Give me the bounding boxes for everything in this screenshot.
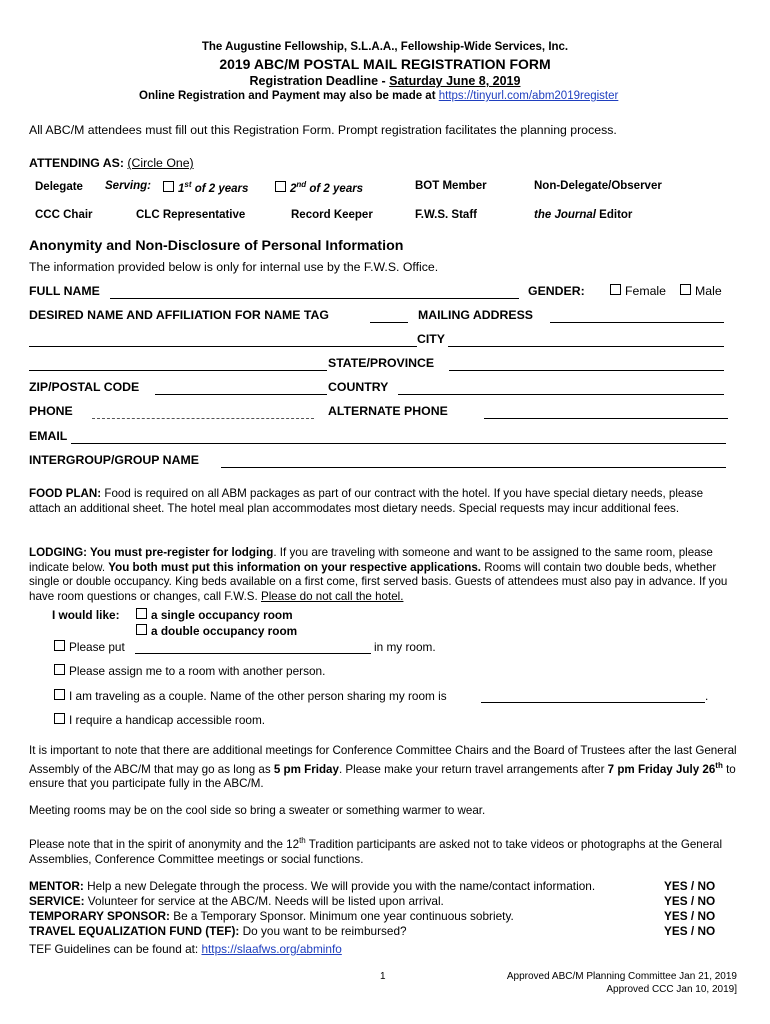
- mailing-address-field[interactable]: [550, 322, 724, 323]
- page-number: 1: [380, 971, 386, 982]
- option-ccc-chair[interactable]: CCC Chair: [35, 209, 93, 221]
- state-field[interactable]: [449, 370, 724, 371]
- intergroup-field[interactable]: [221, 467, 726, 468]
- handicap-option[interactable]: I require a handicap accessible room.: [54, 713, 265, 727]
- roommate-option[interactable]: Please put: [54, 640, 125, 654]
- tef-guidelines: TEF Guidelines can be found at: https://slaafws.org/abminfo: [29, 942, 342, 956]
- city-label: CITY: [417, 332, 446, 346]
- double-occupancy-option[interactable]: a double occupancy room: [136, 624, 297, 638]
- email-field[interactable]: [71, 443, 726, 444]
- assign-roommate-option[interactable]: Please assign me to a room with another person.: [54, 664, 325, 678]
- mailing-address-label: MAILING ADDRESS: [418, 308, 534, 322]
- zip-field[interactable]: [155, 394, 327, 395]
- checkbox-icon: [163, 181, 174, 192]
- checkbox-icon: [136, 608, 147, 619]
- online-registration-link[interactable]: https://tinyurl.com/abm2019register: [438, 90, 619, 102]
- option-bot-member[interactable]: BOT Member: [415, 180, 487, 192]
- option-record-keeper[interactable]: Record Keeper: [291, 209, 373, 221]
- zip-label: ZIP/POSTAL CODE: [29, 380, 140, 394]
- would-like-label: I would like:: [52, 608, 120, 622]
- tef-yes-no[interactable]: YES / NO: [664, 924, 716, 938]
- option-second-of-two-years[interactable]: 2nd of 2 years: [275, 180, 363, 195]
- email-label: EMAIL: [29, 429, 68, 443]
- approval-note-1: Approved ABC/M Planning Committee Jan 21, 2019: [506, 971, 737, 982]
- temporary-sponsor-row: TEMPORARY SPONSOR: Be a Temporary Sponsor. Minimum one year continuous sobriety.: [29, 909, 514, 923]
- gender-label: GENDER:: [528, 284, 585, 298]
- tef-guidelines-link[interactable]: https://slaafws.org/abminfo: [201, 942, 342, 956]
- period-mark: .: [705, 689, 709, 703]
- option-journal-editor[interactable]: the Journal Editor: [534, 209, 633, 221]
- phone-label: PHONE: [29, 404, 73, 418]
- checkbox-icon: [54, 713, 65, 724]
- name-tag-field-line-2[interactable]: [29, 346, 417, 347]
- checkbox-icon: [54, 640, 65, 651]
- city-field[interactable]: [448, 346, 724, 347]
- org-name: The Augustine Fellowship, S.L.A.A., Fellowship-Wide Services, Inc.: [201, 41, 569, 53]
- country-field[interactable]: [398, 394, 724, 395]
- deadline-date: Saturday June 8, 2019: [389, 74, 521, 88]
- gender-female-option[interactable]: Female: [610, 284, 666, 298]
- temporary-sponsor-yes-no[interactable]: YES / NO: [664, 909, 716, 923]
- approval-note-2: Approved CCC Jan 10, 2019]: [606, 984, 737, 995]
- checkbox-icon: [610, 284, 621, 295]
- partner-name-field[interactable]: [481, 702, 705, 703]
- online-registration: Online Registration and Payment may also be made at https://tinyurl.com/abm2019register: [139, 90, 619, 102]
- option-non-delegate[interactable]: Non-Delegate/Observer: [534, 180, 662, 192]
- option-serving: Serving:: [105, 180, 152, 192]
- couple-option[interactable]: I am traveling as a couple. Name of the other person sharing my room is: [54, 689, 447, 703]
- country-label: COUNTRY: [328, 380, 389, 394]
- checkbox-icon: [54, 664, 65, 675]
- checkbox-icon: [275, 181, 286, 192]
- tef-row: TRAVEL EQUALIZATION FUND (TEF): Do you want to be reimbursed?: [29, 924, 407, 938]
- mentor-yes-no[interactable]: YES / NO: [664, 879, 716, 893]
- circle-one-hint: (Circle One): [127, 156, 194, 170]
- checkbox-icon: [136, 624, 147, 635]
- phone-field[interactable]: [92, 418, 314, 419]
- intro-text: All ABC/M attendees must fill out this Registration Form. Prompt registration facilitates the planning process.: [29, 123, 617, 137]
- in-my-room-text: in my room.: [374, 640, 436, 654]
- intergroup-label: INTERGROUP/GROUP NAME: [29, 453, 199, 467]
- registration-deadline: Registration Deadline - Saturday June 8, 2019: [249, 74, 521, 88]
- alternate-phone-label: ALTERNATE PHONE: [328, 404, 448, 418]
- anonymity-text: The information provided below is only for internal use by the F.W.S. Office.: [29, 260, 439, 274]
- full-name-label: FULL NAME: [29, 284, 100, 298]
- single-occupancy-option[interactable]: a single occupancy room: [136, 608, 293, 622]
- attending-as: ATTENDING AS: (Circle One): [29, 156, 194, 170]
- food-plan-paragraph: FOOD PLAN: Food is required on all ABM packages as part of our contract with the hotel. If you have special dietary needs, please attach an additional sheet. The hotel meal plan accommodates most dietary needs. Special requests may incur additional fees.: [29, 487, 704, 515]
- option-delegate[interactable]: Delegate: [35, 181, 83, 193]
- name-tag-field[interactable]: [370, 322, 408, 323]
- anonymity-heading: Anonymity and Non-Disclosure of Personal Information: [29, 238, 404, 254]
- option-clc-representative[interactable]: CLC Representative: [136, 209, 246, 221]
- address-field-line-2[interactable]: [29, 370, 327, 371]
- form-title: 2019 ABC/M POSTAL MAIL REGISTRATION FORM: [219, 56, 551, 72]
- full-name-field[interactable]: [110, 298, 519, 299]
- state-label: STATE/PROVINCE: [328, 356, 435, 370]
- tradition-note: Please note that in the spirit of anonymity and the 12th Tradition participants are asked not to take videos or photographs at the General Assemblies, Conference Committee meetings or social functions.: [29, 836, 723, 866]
- option-first-of-two-years[interactable]: 1st of 2 years: [163, 180, 248, 195]
- service-yes-no[interactable]: YES / NO: [664, 894, 716, 908]
- lodging-paragraph: LODGING: You must pre-register for lodging. If you are traveling with someone and want to be assigned to the same room, please indicate below. You both must put this information on your respective applications. Rooms will contain two double beds, whether single or double occupancy. King beds available on a first come, first served basis. Guests of attendees must also pay in advance. If you have room questions or changes, call F.W.S. Please do not call the hotel.: [29, 546, 728, 603]
- checkbox-icon: [54, 689, 65, 700]
- name-tag-label: DESIRED NAME AND AFFILIATION FOR NAME TAG: [29, 308, 329, 322]
- alternate-phone-field[interactable]: [484, 418, 728, 419]
- meetings-paragraph: It is important to note that there are additional meetings for Conference Committee Chairs and the Board of Trustees after the last General Assembly of the ABC/M that may go as long as 5 pm Friday. Please make your return travel arrangements after 7 pm Friday July 26th to ensure that you participate fully in the ABC/M.: [29, 744, 737, 791]
- option-fws-staff[interactable]: F.W.S. Staff: [415, 209, 477, 221]
- mentor-row: MENTOR: Help a new Delegate through the process. We will provide you with the name/contact information.: [29, 879, 596, 893]
- meeting-rooms-note: Meeting rooms may be on the cool side so bring a sweater or something warmer to wear.: [29, 804, 486, 817]
- checkbox-icon: [680, 284, 691, 295]
- service-row: SERVICE: Volunteer for service at the ABC/M. Needs will be listed upon arrival.: [29, 894, 444, 908]
- gender-male-option[interactable]: Male: [680, 284, 722, 298]
- roommate-name-field[interactable]: [135, 653, 371, 654]
